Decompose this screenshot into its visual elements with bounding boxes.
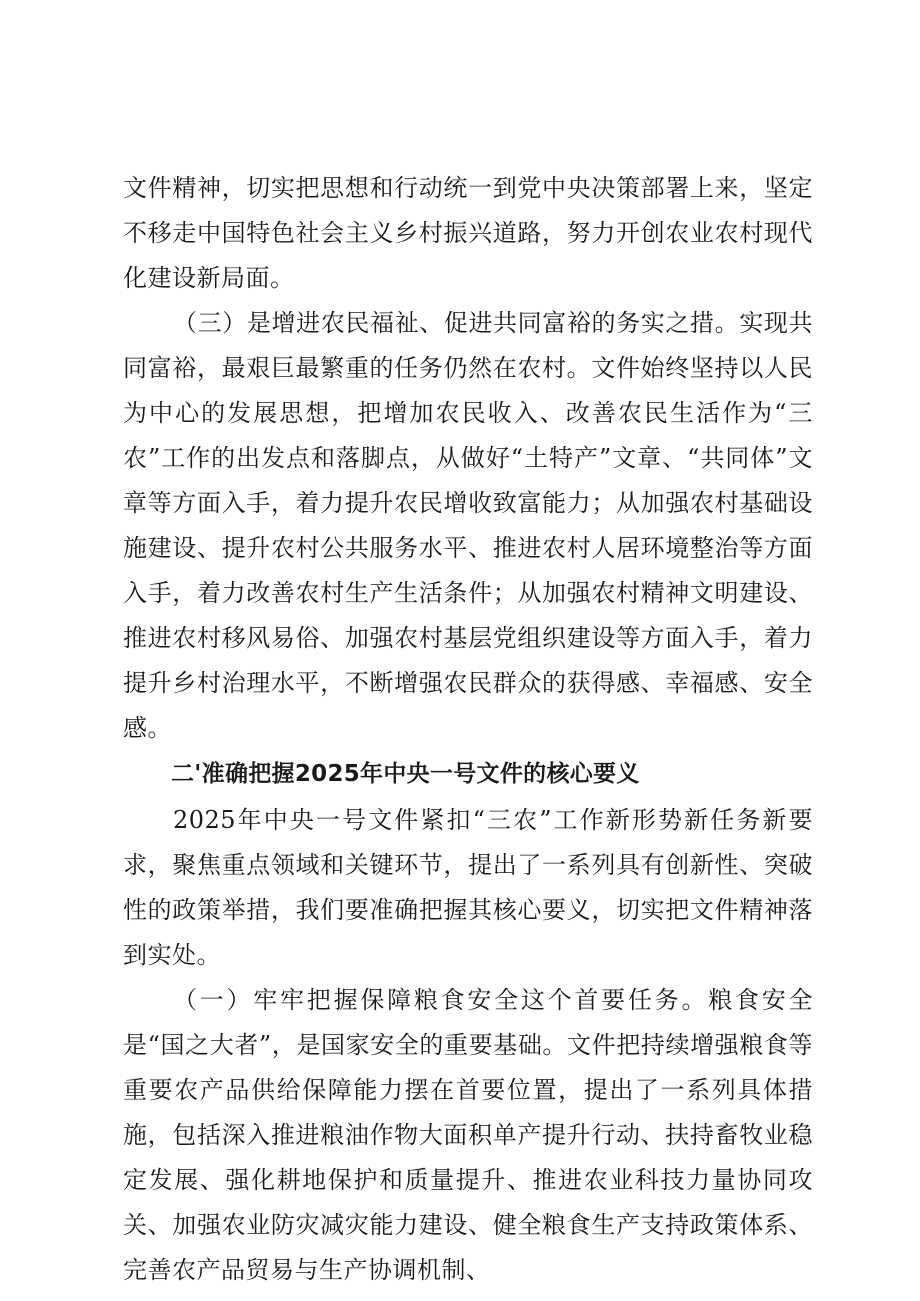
body-paragraph: （一）牢牢把握保障粮食安全这个首要任务。粮食安全是“国之大者”，是国家安全的重要基础。文件把持续增强粮食等重要农产品供给保障能力摆在首要位置，提出了一系列具体措施，包括深入推进粮油作物大面积单产提升行动、扶持畜牧业稳定发展、强化耕地保护和质量提升、推进农业科技力量协同攻关、加强农业防灾减灾能力建设、健全粮食生产支持政策体系、完善农产品贸易与生产协调机制、 [123, 986, 813, 1284]
body-paragraph: 2025年中央一号文件紧扣“三农”工作新形势新任务新要求，聚焦重点领域和关键环节，提出了一系列具有创新性、突破性的政策举措，我们要准确把握其核心要义，切实把文件精神落到实处。 [123, 806, 813, 969]
body-paragraph: （三）是增进农民福祉、促进共同富裕的务实之措。实现共同富裕，最艰巨最繁重的任务仍然在农村。文件始终坚持以人民为中心的发展思想，把增加农民收入、改善农民生活作为“三农”工作的出发点和落脚点，从做好“土特产”文章、“共同体”文章等方面入手，着力提升农民增收致富能力；从加强农村基础设施建设、提升农村公共服务水平、推进农村人居环境整治等方面入手，着力改善农村生产生活条件；从加强农村精神文明建设、推进农村移风易俗、加强农村基层党组织建设等方面入手，着力提升乡村治理水平，不断增强农民群众的获得感、幸福感、安全感。 [123, 309, 813, 742]
document-body [123, 166, 813, 1293]
body-paragraph: 文件精神，切实把思想和行动统一到党中央决策部署上来，坚定不移走中国特色社会主义乡村振兴道路，努力开创农业农村现代化建设新局面。 [123, 174, 813, 292]
section-heading: 二'准确把握2025年中央一号文件的核心要义 [171, 761, 640, 787]
